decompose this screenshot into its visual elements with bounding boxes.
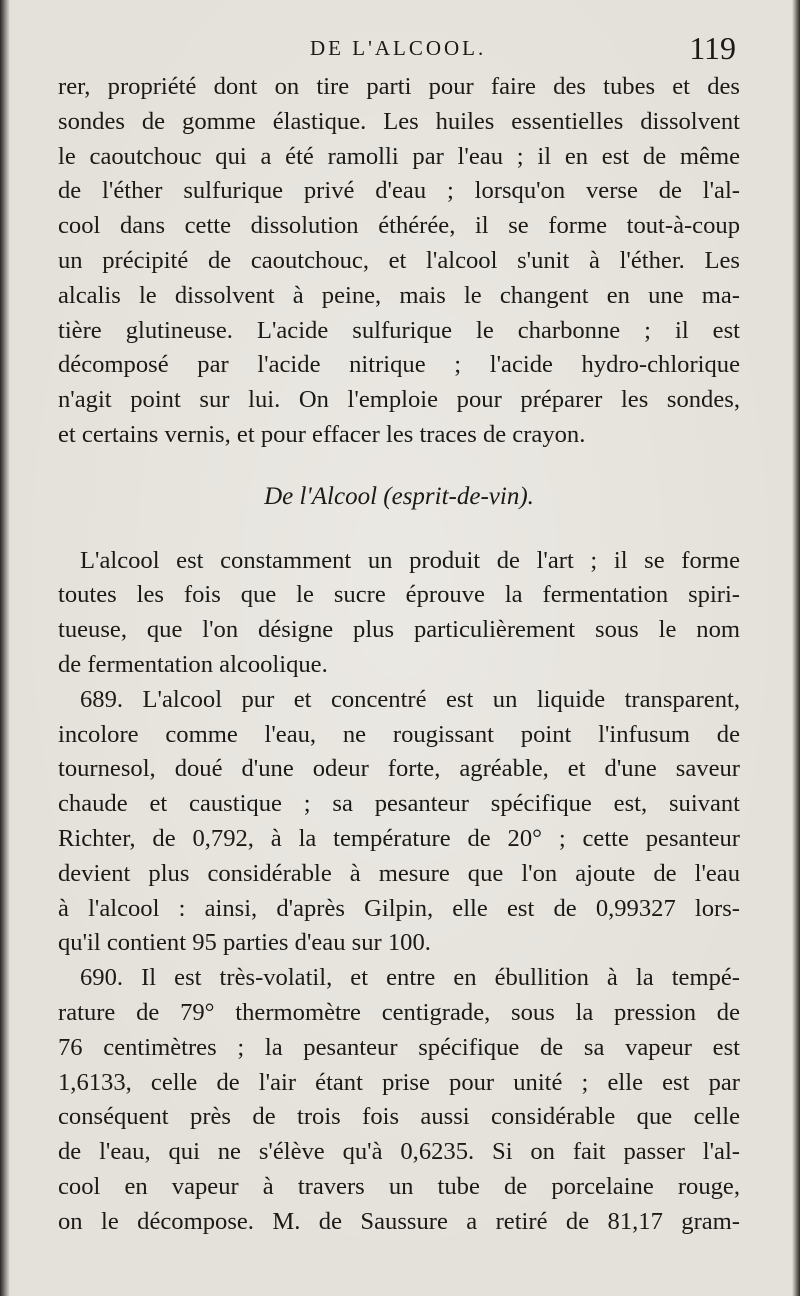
- text-line: L'alcool est constamment un produit de l'art ; il se forme: [80, 546, 740, 574]
- paragraph-690: [58, 961, 740, 1239]
- text-line: à l'alcool : ainsi, d'après Gilpin, elle est de 0,99327 lors-: [58, 894, 740, 922]
- paragraph-alcool-intro: [58, 544, 740, 683]
- text-line: toutes les fois que le sucre éprouve la fermentation spiri-: [58, 581, 740, 609]
- section-heading: De l'Alcool (esprit-de-vin).: [264, 482, 534, 510]
- text-line: tueuse, que l'on désigne plus particulièrement sous le nom: [58, 616, 740, 644]
- text-line: tournesol, doué d'une odeur forte, agréable, et d'une saveur: [58, 755, 740, 783]
- paragraph-caoutchouc-continued: [58, 70, 740, 453]
- text-line: Richter, de 0,792, à la température de 20° ; cette pesanteur: [58, 824, 740, 852]
- text-line: on le décompose. M. de Saussure a retiré de 81,17 gram-: [58, 1207, 740, 1235]
- text-line: et certains vernis, et pour effacer les traces de crayon.: [58, 420, 586, 448]
- text-line: cool en vapeur à travers un tube de porcelaine rouge,: [58, 1172, 740, 1200]
- body-text: [58, 70, 740, 1240]
- running-head: DE L'ALCOOL.: [310, 36, 487, 60]
- text-line: devient plus considérable à mesure que l'on ajoute de l'eau: [58, 859, 740, 887]
- text-line: cool dans cette dissolution éthérée, il se forme tout-à-coup: [58, 212, 740, 240]
- text-line: de l'eau, qui ne s'élève qu'à 0,6235. Si on fait passer l'al-: [58, 1138, 740, 1166]
- text-line: de fermentation alcoolique.: [58, 650, 328, 678]
- text-line: sondes de gomme élastique. Les huiles essentielles dissolvent: [58, 107, 740, 135]
- page-edge-shadow-left: [0, 0, 10, 1296]
- text-line: décomposé par l'acide nitrique ; l'acide hydro-chlorique: [58, 351, 740, 379]
- text-line: rer, propriété dont on tire parti pour faire des tubes et des: [58, 73, 740, 100]
- text-line: de l'éther sulfurique privé d'eau ; lorsqu'on verse de l'al-: [58, 177, 740, 205]
- text-line: le caoutchouc qui a été ramolli par l'eau ; il en est de même: [58, 142, 740, 170]
- text-line: rature de 79° thermomètre centigrade, sous la pression de: [58, 998, 740, 1026]
- text-line: n'agit point sur lui. On l'emploie pour préparer les sondes,: [58, 386, 740, 414]
- text-line: tière glutineuse. L'acide sulfurique le charbonne ; il est: [58, 316, 740, 344]
- text-line: alcalis le dissolvent à peine, mais le changent en une ma-: [58, 281, 740, 309]
- text-line: 76 centimètres ; la pesanteur spécifique de sa vapeur est: [58, 1033, 740, 1061]
- text-line: 1,6133, celle de l'air étant prise pour unité ; elle est par: [58, 1068, 740, 1096]
- paragraph-689: [58, 683, 740, 961]
- text-line: conséquent près de trois fois aussi considérable que celle: [58, 1103, 740, 1131]
- text-line: un précipité de caoutchouc, et l'alcool s'unit à l'éther. Les: [58, 246, 740, 274]
- text-line: incolore comme l'eau, ne rougissant point l'infusum de: [58, 720, 740, 748]
- text-line: 690. Il est très-volatil, et entre en ébullition à la tempé-: [80, 964, 740, 992]
- page-number: 119: [689, 30, 736, 66]
- text-line: 689. L'alcool pur et concentré est un liquide transparent,: [80, 685, 740, 713]
- text-line: qu'il contient 95 parties d'eau sur 100.: [58, 929, 431, 957]
- page-edge-shadow-right: [792, 0, 800, 1296]
- text-line: chaude et caustique ; sa pesanteur spécifique est, suivant: [58, 790, 740, 818]
